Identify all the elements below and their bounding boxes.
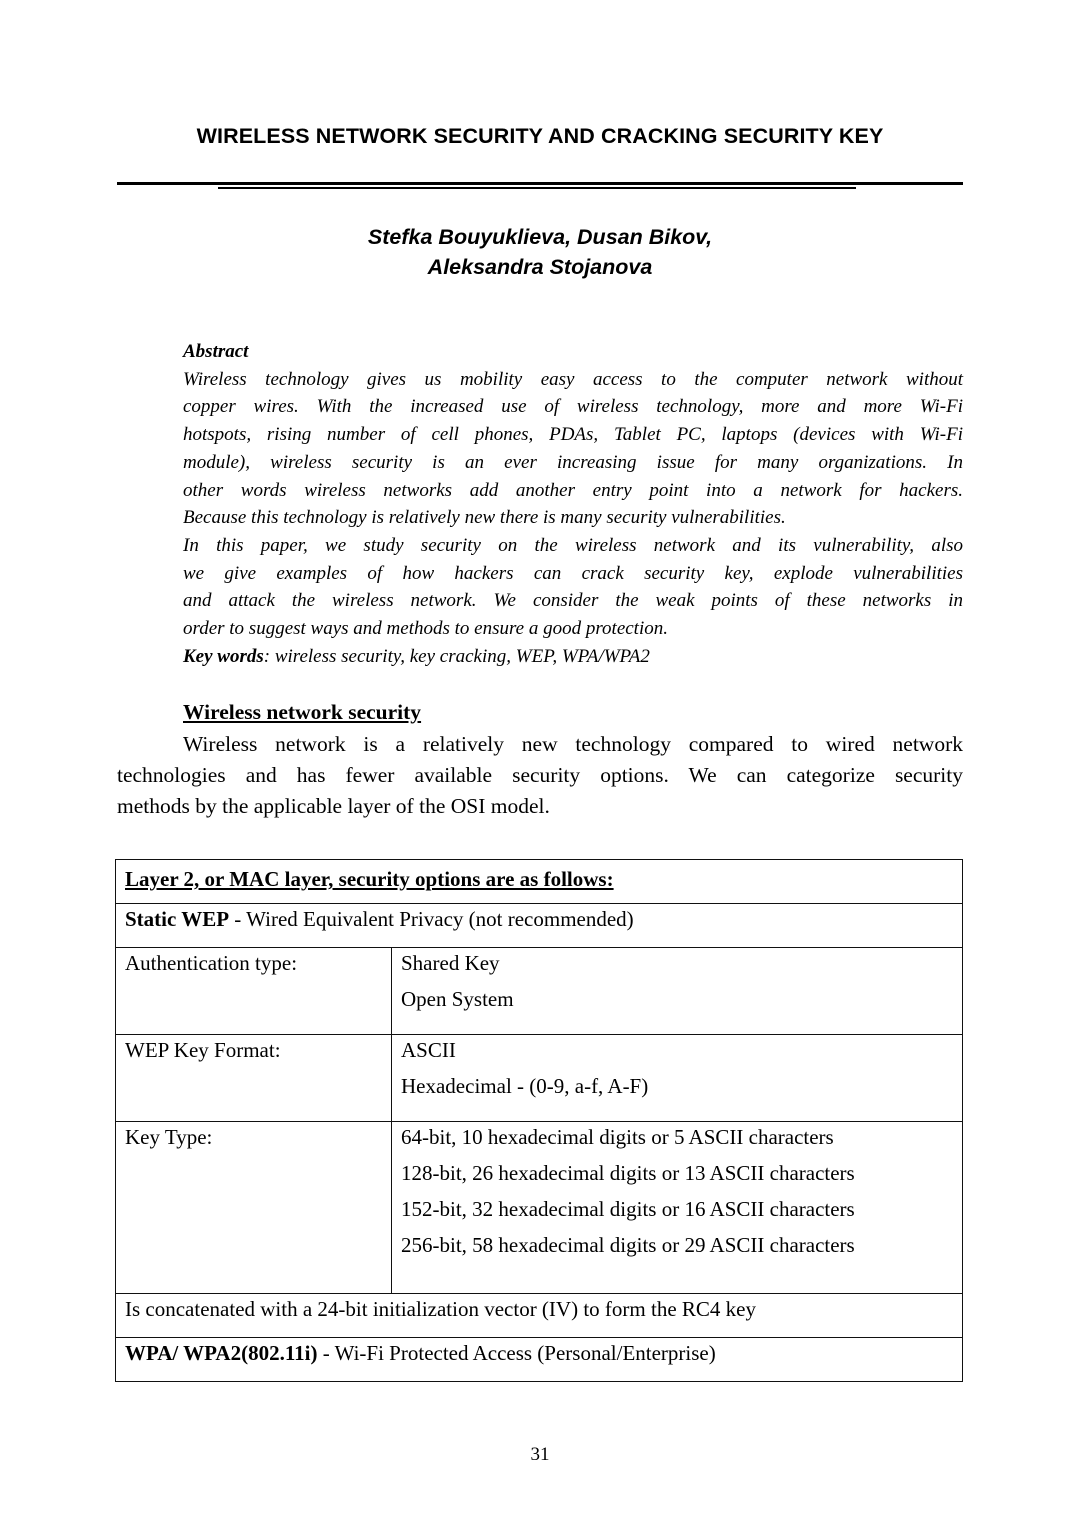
row-values [392, 1122, 963, 1294]
row-value: Open System [401, 987, 514, 1011]
keywords-label: Key words [183, 645, 264, 667]
wpa-label: WPA/ WPA2(802.11i) [125, 1341, 318, 1365]
body-line: Wireless network is a relatively new technology compared to wired network [183, 732, 963, 756]
keywords-list: : wireless security, key cracking, WEP, WPA/WPA2 [263, 645, 650, 667]
title-rule-top [117, 182, 963, 185]
table-row [116, 1035, 963, 1122]
row-value: Shared Key [401, 951, 500, 975]
table-header: Layer 2, or MAC layer, security options are as follows: [116, 860, 963, 904]
abstract [183, 338, 963, 670]
authors-line-2: Aleksandra Stojanova [427, 255, 653, 279]
keywords [183, 643, 963, 671]
row-value: 64-bit, 10 hexadecimal digits or 5 ASCII characters [401, 1125, 834, 1149]
security-options-table [115, 859, 963, 1382]
abstract-line: Because this technology is relatively new there is many security vulnerabilities. [183, 507, 786, 529]
row-values [392, 948, 963, 1035]
static-wep-desc: - Wired Equivalent Privacy (not recommended) [229, 907, 634, 931]
page-number: 31 [530, 1444, 550, 1465]
abstract-line: and attack the wireless network. We consider the weak points of these networks in [183, 590, 963, 612]
table-header-row [116, 860, 963, 904]
abstract-line: other words wireless networks add another entry point into a network for hackers. [183, 479, 963, 501]
authors-line-1: Stefka Bouyuklieva, Dusan Bikov, [367, 225, 713, 249]
table-row [116, 948, 963, 1035]
table-row [116, 1338, 963, 1382]
concat-note: Is concatenated with a 24-bit initialization vector (IV) to form the RC4 key [116, 1294, 963, 1338]
body-line: methods by the applicable layer of the OSI model. [117, 794, 550, 818]
row-value: 152-bit, 32 hexadecimal digits or 16 ASCII characters [401, 1197, 855, 1221]
row-label: Key Type: [116, 1122, 392, 1294]
section-heading: Wireless network security [183, 700, 422, 724]
paper-title: WIRELESS NETWORK SECURITY AND CRACKING SECURITY KEY [196, 124, 884, 148]
abstract-line: Wireless technology gives us mobility easy access to the computer network without [183, 368, 963, 390]
table-row [116, 904, 963, 948]
row-label: WEP Key Format: [116, 1035, 392, 1122]
row-value: Hexadecimal - (0-9, a-f, A-F) [401, 1074, 649, 1098]
row-value: 256-bit, 58 hexadecimal digits or 29 ASCII characters [401, 1233, 855, 1257]
abstract-line: we give examples of how hackers can crack security key, explode vulnerabilities [183, 562, 963, 584]
static-wep-cell [116, 904, 963, 948]
title-rule-bottom [218, 187, 856, 189]
row-values [392, 1035, 963, 1122]
table-row [116, 1294, 963, 1338]
wpa-desc: - Wi-Fi Protected Access (Personal/Enterprise) [317, 1341, 716, 1365]
row-value: ASCII [401, 1038, 456, 1062]
abstract-line: copper wires. With the increased use of wireless technology, more and more Wi-Fi [183, 396, 963, 418]
static-wep-label: Static WEP [125, 907, 230, 931]
abstract-line: module), wireless security is an ever increasing issue for many organizations. In [183, 451, 963, 473]
wpa-cell [116, 1338, 963, 1382]
abstract-heading: Abstract [183, 341, 249, 362]
section-body [117, 729, 963, 822]
abstract-line: In this paper, we study security on the wireless network and its vulnerability, also [183, 534, 963, 556]
abstract-line: order to suggest ways and methods to ensure a good protection. [183, 618, 668, 640]
table-row [116, 1122, 963, 1294]
row-value: 128-bit, 26 hexadecimal digits or 13 ASCII characters [401, 1161, 855, 1185]
abstract-line: hotspots, rising number of cell phones, PDAs, Tablet PC, laptops (devices with Wi-Fi [183, 424, 963, 446]
row-label: Authentication type: [116, 948, 392, 1035]
body-line: technologies and has fewer available security options. We can categorize security [117, 763, 963, 787]
author-list [117, 222, 963, 282]
